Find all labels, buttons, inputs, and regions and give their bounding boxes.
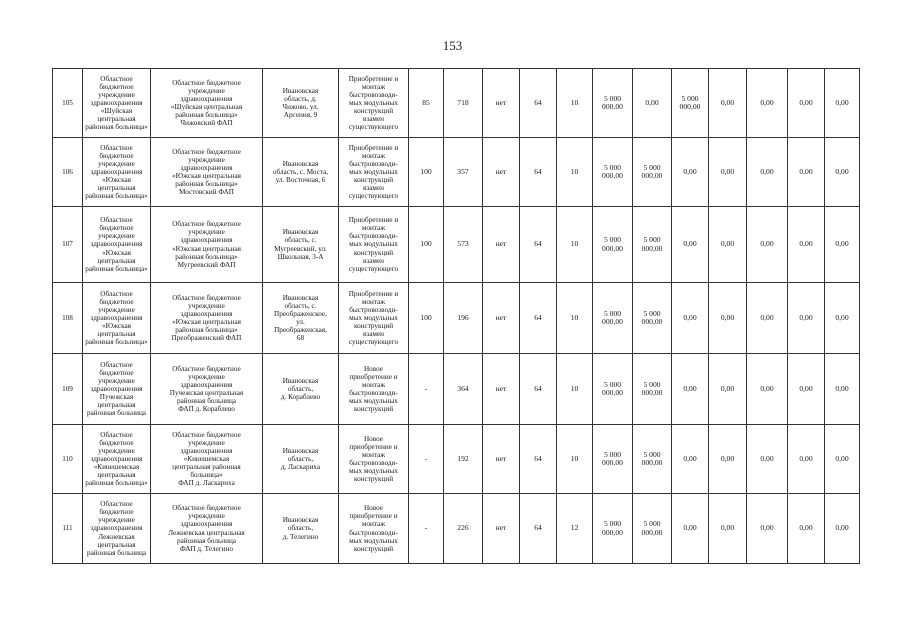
cell-amount: 0,00 — [672, 207, 709, 283]
institution-name: Областное бюджетное учреждение здравоохранения «Кинешемская центральная районная больница» — [83, 425, 151, 494]
cell-amount: 0,00 — [633, 69, 672, 138]
cell-value: нет — [483, 354, 520, 425]
work-type: Новое приобретение и монтаж быстровозводи- мых модульных конструкций — [339, 354, 409, 425]
cell-value: 64 — [520, 69, 557, 138]
unit-name: Областное бюджетное учреждение здравоохранения «Кинешемская центральная районная больница» ФАП д. Ласкариха — [151, 425, 263, 494]
cell-amount: 5 000 000,00 — [633, 138, 672, 207]
cell-amount: 0,00 — [825, 283, 860, 354]
row-number: 109 — [53, 354, 83, 425]
cell-amount: 5 000 000,00 — [593, 207, 633, 283]
cell-value: 64 — [520, 283, 557, 354]
cell-amount: 0,00 — [672, 425, 709, 494]
cell-amount: 0,00 — [788, 69, 825, 138]
cell-value: 718 — [444, 69, 483, 138]
cell-value: 10 — [557, 69, 593, 138]
cell-amount: 0,00 — [672, 283, 709, 354]
cell-amount: 0,00 — [709, 69, 747, 138]
cell-amount: 5 000 000,00 — [593, 69, 633, 138]
document-table — [52, 68, 860, 564]
table-row — [53, 425, 860, 494]
cell-amount: 0,00 — [788, 425, 825, 494]
cell-amount: 5 000 000,00 — [633, 283, 672, 354]
cell-value: 64 — [520, 425, 557, 494]
row-number: 111 — [53, 494, 83, 564]
cell-value: нет — [483, 207, 520, 283]
table-row — [53, 69, 860, 138]
cell-amount: 0,00 — [788, 283, 825, 354]
cell-amount: 0,00 — [825, 207, 860, 283]
cell-value: 10 — [557, 283, 593, 354]
cell-amount: 0,00 — [709, 207, 747, 283]
work-type: Новое приобретение и монтаж быстровозводи- мых модульных конструкций — [339, 425, 409, 494]
address: Ивановская область, д. Кораблево — [263, 354, 339, 425]
cell-value: 64 — [520, 494, 557, 564]
unit-name: Областное бюджетное учреждение здравоохранения Пучежская центральная районная больница ФАП д. Кораблево — [151, 354, 263, 425]
row-number: 108 — [53, 283, 83, 354]
cell-amount: 5 000 000,00 — [633, 207, 672, 283]
work-type: Новое приобретение и монтаж быстровозводи- мых модульных конструкций — [339, 494, 409, 564]
cell-value: - — [409, 494, 444, 564]
row-number: 105 — [53, 69, 83, 138]
cell-amount: 0,00 — [788, 354, 825, 425]
cell-value: 10 — [557, 207, 593, 283]
work-type: Приобретение и монтаж быстровозводи- мых модульных конструкций взамен существующего — [339, 138, 409, 207]
cell-amount: 0,00 — [825, 354, 860, 425]
address: Ивановская область, с. Преображенское, ул. Преображенская, 68 — [263, 283, 339, 354]
cell-value: 226 — [444, 494, 483, 564]
address: Ивановская область, с. Моста, ул. Восточная, 6 — [263, 138, 339, 207]
table-row — [53, 283, 860, 354]
cell-value: 573 — [444, 207, 483, 283]
table-row — [53, 138, 860, 207]
work-type: Приобретение и монтаж быстровозводи- мых модульных конструкций взамен существующего — [339, 283, 409, 354]
cell-value: нет — [483, 425, 520, 494]
cell-amount: 0,00 — [709, 494, 747, 564]
cell-amount: 0,00 — [747, 138, 788, 207]
cell-amount: 0,00 — [709, 283, 747, 354]
unit-name: Областное бюджетное учреждение здравоохранения «Южская центральная районная больница» Преображенский ФАП — [151, 283, 263, 354]
cell-value: нет — [483, 138, 520, 207]
table-body — [53, 69, 860, 564]
cell-value: 100 — [409, 138, 444, 207]
cell-amount: 0,00 — [747, 494, 788, 564]
cell-value: нет — [483, 69, 520, 138]
cell-value: 192 — [444, 425, 483, 494]
address: Ивановская область, д. Телегино — [263, 494, 339, 564]
cell-amount: 0,00 — [747, 425, 788, 494]
institution-name: Областное бюджетное учреждение здравоохранения «Южская центральная районная больница» — [83, 207, 151, 283]
cell-amount: 0,00 — [709, 425, 747, 494]
table-row — [53, 494, 860, 564]
cell-amount: 0,00 — [747, 283, 788, 354]
cell-amount: 0,00 — [825, 138, 860, 207]
cell-amount: 5 000 000,00 — [593, 354, 633, 425]
cell-value: - — [409, 425, 444, 494]
cell-amount: 5 000 000,00 — [672, 69, 709, 138]
cell-amount: 5 000 000,00 — [593, 283, 633, 354]
address: Ивановская область, с. Мугреевский, ул. Школьная, 3-А — [263, 207, 339, 283]
cell-value: 364 — [444, 354, 483, 425]
cell-amount: 0,00 — [825, 425, 860, 494]
institution-name: Областное бюджетное учреждение здравоохранения «Южская центральная районная больница» — [83, 283, 151, 354]
cell-value: 196 — [444, 283, 483, 354]
cell-value: 64 — [520, 354, 557, 425]
cell-amount: 0,00 — [747, 354, 788, 425]
cell-value: нет — [483, 494, 520, 564]
cell-amount: 0,00 — [825, 69, 860, 138]
row-number: 106 — [53, 138, 83, 207]
cell-value: 10 — [557, 138, 593, 207]
cell-amount: 5 000 000,00 — [633, 425, 672, 494]
row-number: 110 — [53, 425, 83, 494]
cell-value: 10 — [557, 425, 593, 494]
cell-amount: 0,00 — [788, 207, 825, 283]
unit-name: Областное бюджетное учреждение здравоохранения «Южская центральная районная больница» Мугреевский ФАП — [151, 207, 263, 283]
row-number: 107 — [53, 207, 83, 283]
cell-amount: 0,00 — [672, 494, 709, 564]
table-row — [53, 207, 860, 283]
cell-amount: 5 000 000,00 — [633, 494, 672, 564]
work-type: Приобретение и монтаж быстровозводи- мых модульных конструкций взамен существующего — [339, 207, 409, 283]
cell-value: 10 — [557, 354, 593, 425]
unit-name: Областное бюджетное учреждение здравоохранения Лежневская центральная районная больница ФАП д. Телегино — [151, 494, 263, 564]
cell-amount: 5 000 000,00 — [593, 494, 633, 564]
cell-amount: 5 000 000,00 — [593, 425, 633, 494]
institution-name: Областное бюджетное учреждение здравоохранения Пучежская центральная районная больница — [83, 354, 151, 425]
cell-amount: 5 000 000,00 — [633, 354, 672, 425]
cell-value: 12 — [557, 494, 593, 564]
cell-value: нет — [483, 283, 520, 354]
table-row — [53, 354, 860, 425]
cell-amount: 0,00 — [747, 207, 788, 283]
cell-amount: 0,00 — [672, 138, 709, 207]
cell-amount: 0,00 — [747, 69, 788, 138]
cell-value: 100 — [409, 207, 444, 283]
address: Ивановская область, д. Ласкариха — [263, 425, 339, 494]
cell-value: 64 — [520, 207, 557, 283]
page-number: 153 — [442, 38, 463, 53]
cell-amount: 0,00 — [709, 138, 747, 207]
cell-value: 64 — [520, 138, 557, 207]
cell-amount: 0,00 — [825, 494, 860, 564]
address: Ивановская область, д. Чижово, ул. Арсения, 9 — [263, 69, 339, 138]
work-type: Приобретение и монтаж быстровозводи- мых модульных конструкций взамен существующего — [339, 69, 409, 138]
unit-name: Областное бюджетное учреждение здравоохранения «Шуйская центральная районная больница» Чижовский ФАП — [151, 69, 263, 138]
cell-value: 100 — [409, 283, 444, 354]
cell-value: 85 — [409, 69, 444, 138]
institution-name: Областное бюджетное учреждение здравоохранения Лежневская центральная районная больница — [83, 494, 151, 564]
unit-name: Областное бюджетное учреждение здравоохранения «Южская центральная районная больница» Мостовский ФАП — [151, 138, 263, 207]
cell-amount: 0,00 — [672, 354, 709, 425]
institution-name: Областное бюджетное учреждение здравоохранения «Южская центральная районная больница» — [83, 138, 151, 207]
cell-value: - — [409, 354, 444, 425]
cell-amount: 0,00 — [788, 494, 825, 564]
cell-amount: 5 000 000,00 — [593, 138, 633, 207]
cell-amount: 0,00 — [709, 354, 747, 425]
cell-amount: 0,00 — [788, 138, 825, 207]
institution-name: Областное бюджетное учреждение здравоохранения «Шуйская центральная районная больница» — [83, 69, 151, 138]
cell-value: 357 — [444, 138, 483, 207]
